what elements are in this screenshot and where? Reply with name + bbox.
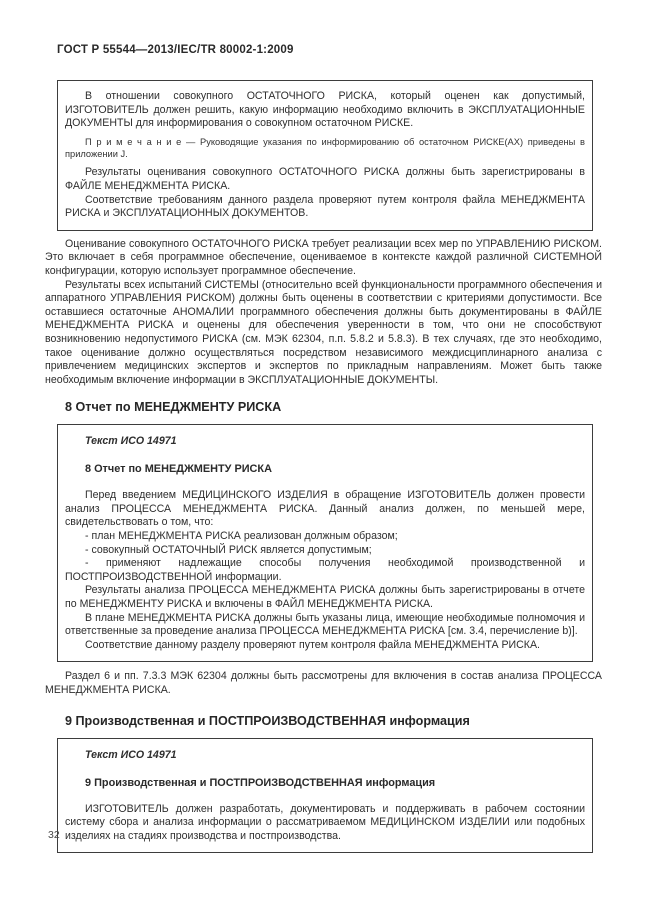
body-paragraph: Оценивание совокупного ОСТАТОЧНОГО РИСКА требует реализации всех мер по УПРАВЛЕНИЮ РИСКОМ. Это включает в себя программное обеспечение, оцениваемое в контексте каждой различной СИСТЕМНОЙ конфигурации, которую использует программное обеспечение. bbox=[45, 237, 602, 277]
quote-paragraph: Результаты оценивания совокупного ОСТАТОЧНОГО РИСКА должны быть зарегистрированы в ФАЙЛЕ МЕНЕДЖМЕНТА РИСКА. bbox=[65, 166, 585, 192]
section-8-heading: 8 Отчет по МЕНЕДЖМЕНТУ РИСКА bbox=[65, 400, 282, 415]
quote-list-item: - совокупный ОСТАТОЧНЫЙ РИСК является допустимым; bbox=[85, 543, 372, 556]
quote-source-label: Текст ИСО 14971 bbox=[85, 435, 177, 448]
quote-paragraph: Перед введением МЕДИЦИНСКОГО ИЗДЕЛИЯ в обращение ИЗГОТОВИТЕЛЬ должен провести анализ ПРОЦЕССА МЕНЕДЖМЕНТА РИСКА. Данный анализ должен, по меньшей мере, свидетельствовать о том, что: bbox=[65, 489, 585, 529]
note-paragraph: П р и м е ч а н и е — Руководящие указания по информированию об остаточном РИСКЕ(АХ) приведены в приложении J. bbox=[65, 136, 585, 159]
quote-paragraph: Соответствие требованиям данного раздела проверяют путем контроля файла МЕНЕДЖМЕНТА РИСКА и ЭКСПЛУАТАЦИОННЫХ ДОКУМЕНТОВ. bbox=[65, 193, 585, 220]
document-header-designation: ГОСТ Р 55544—2013/IEC/TR 80002-1:2009 bbox=[57, 44, 294, 56]
quote-list-item: - план МЕНЕДЖМЕНТА РИСКА реализован должным образом; bbox=[85, 530, 398, 543]
quote-paragraph: В плане МЕНЕДЖМЕНТА РИСКА должны быть указаны лица, имеющие необходимые полномочия и ответственные за проведение анализа ПРОЦЕССА МЕНЕДЖМЕНТА РИСКА [см. 3.4, перечисление b)]. bbox=[65, 611, 585, 638]
spacer bbox=[45, 698, 602, 714]
quote-list-item: - применяют надлежащие способы получения необходимой производственной и ПОСТПРОИЗВОДСТВЕННОЙ информации. bbox=[65, 557, 585, 583]
spacer bbox=[45, 414, 602, 424]
page-number: 32 bbox=[48, 829, 60, 841]
quote-box-heading: 8 Отчет по МЕНЕДЖМЕНТУ РИСКА bbox=[85, 463, 272, 476]
quote-box-section-8 bbox=[57, 424, 593, 662]
section-9-heading: 9 Производственная и ПОСТПРОИЗВОДСТВЕННАЯ информация bbox=[65, 713, 470, 728]
quote-paragraph: В отношении совокупного ОСТАТОЧНОГО РИСКА, который оценен как допустимый, ИЗГОТОВИТЕЛЬ должен решить, какую информацию необходимо включить в ЭКСПЛУАТАЦИОННЫЕ ДОКУМЕНТЫ для информирования о совокупном остаточном РИСКЕ. bbox=[65, 90, 585, 130]
spacer bbox=[45, 231, 602, 238]
quote-paragraph: Соответствие данному разделу проверяют путем контроля файла МЕНЕДЖМЕНТА РИСКА. bbox=[85, 638, 540, 651]
spacer bbox=[45, 387, 602, 400]
quote-box-heading: 9 Производственная и ПОСТПРОИЗВОДСТВЕННАЯ информация bbox=[85, 776, 436, 789]
body-paragraph: Раздел 6 и пп. 7.3.3 МЭК 62304 должны быть рассмотрены для включения в состав анализа ПРОЦЕССА МЕНЕДЖМЕНТА РИСКА. bbox=[45, 670, 602, 696]
page-content bbox=[45, 80, 602, 853]
quote-box-residual-risk bbox=[57, 80, 593, 231]
quote-box-section-9 bbox=[57, 738, 593, 854]
quote-paragraph: Результаты анализа ПРОЦЕССА МЕНЕДЖМЕНТА РИСКА должны быть зарегистрированы в отчете по МЕНЕДЖМЕНТУ РИСКА и включены в ФАЙЛ МЕНЕДЖМЕНТА РИСКА. bbox=[65, 584, 585, 611]
quote-paragraph: ИЗГОТОВИТЕЛЬ должен разработать, документировать и поддерживать в рабочем состоянии систему сбора и анализа информации о рассматриваемом МЕДИЦИНСКОМ ИЗДЕЛИИ или подобных изделиях на стадиях производства и постпроизводства. bbox=[65, 802, 585, 842]
spacer bbox=[45, 662, 602, 670]
spacer bbox=[45, 728, 602, 738]
quote-source-label: Текст ИСО 14971 bbox=[85, 748, 177, 761]
body-paragraph: Результаты всех испытаний СИСТЕМЫ (относительно всей функциональности программного обеспечения и аппаратного УПРАВЛЕНИЯ РИСКОМ) должны быть оценены в соответствии с критериями допустимости. Все оставшиеся остаточные АНОМАЛИИ программного обеспечения должны быть документированы в ФАЙЛЕ МЕНЕДЖМЕНТА РИСКА и оценены для обеспечения уверенности в том, что они не способствуют возникновению недопустимого РИСКА (см. МЭК 62304, п.п. 5.8.2 и 5.8.3). В тех случаях, где это необходимо, такое оценивание должно осуществляться посредством независимого междисциплинарного анализа с привлечением медицинских экспертов и экспертов по прикладным направлениям. Может быть также необходимым включение информации в ЭКСПЛУАТАЦИОННЫЕ ДОКУМЕНТЫ. bbox=[45, 278, 602, 386]
